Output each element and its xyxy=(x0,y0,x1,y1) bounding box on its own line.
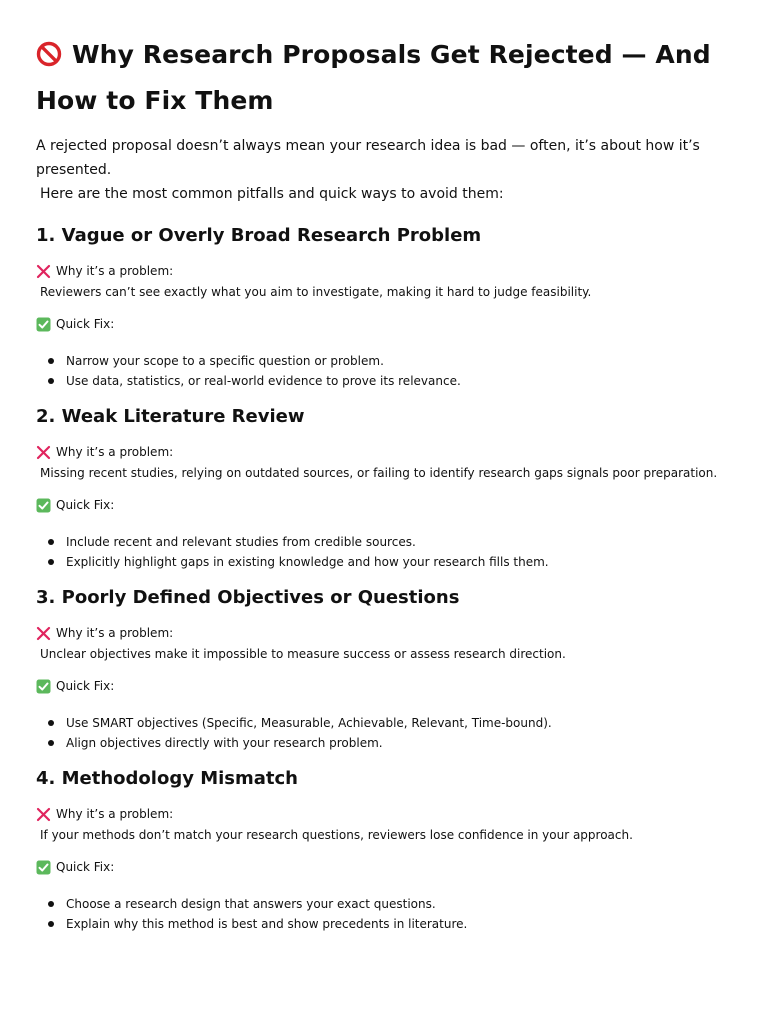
list-item xyxy=(36,914,732,934)
list-item xyxy=(36,351,732,371)
prohibited-icon xyxy=(36,38,62,80)
quick-fix-label: Quick Fix: xyxy=(56,317,115,331)
list-item xyxy=(36,894,732,914)
bullet-icon xyxy=(48,901,54,907)
page-title-text: Why Research Proposals Get Rejected — And How to Fix Them xyxy=(36,40,711,115)
problem-label-row xyxy=(36,805,732,823)
list-item-text: Explicitly highlight gaps in existing knowledge and how your research fills them. xyxy=(66,555,549,569)
list-item-text: Use SMART objectives (Specific, Measurable, Achievable, Relevant, Time-bound). xyxy=(66,716,552,730)
section-heading: 1. Vague or Overly Broad Research Problem xyxy=(36,225,482,246)
list-item xyxy=(36,371,732,391)
bullet-icon xyxy=(48,358,54,364)
quick-fix-label-row xyxy=(36,315,732,333)
problem-text: Missing recent studies, relying on outdated sources, or failing to identify research gaps signals poor preparation. xyxy=(40,466,718,480)
cross-mark-icon xyxy=(36,626,51,641)
cross-mark-icon xyxy=(36,807,51,822)
quick-fix-list xyxy=(36,713,732,753)
check-mark-button-icon xyxy=(36,679,51,694)
bullet-icon xyxy=(48,921,54,927)
intro-line-2: Here are the most common pitfalls and quick ways to avoid them: xyxy=(40,186,504,202)
check-mark-button-icon xyxy=(36,317,51,332)
section-3 xyxy=(36,586,732,753)
section-1 xyxy=(36,224,732,391)
bullet-icon xyxy=(48,720,54,726)
problem-text: Reviewers can’t see exactly what you aim to investigate, making it hard to judge feasibility. xyxy=(40,285,592,299)
list-item-text: Include recent and relevant studies from credible sources. xyxy=(66,535,416,549)
list-item xyxy=(36,733,732,753)
bullet-icon xyxy=(48,378,54,384)
list-item-text: Align objectives directly with your research problem. xyxy=(66,736,383,750)
section-heading: 3. Poorly Defined Objectives or Questions xyxy=(36,587,460,608)
list-item-text: Narrow your scope to a specific question or problem. xyxy=(66,354,384,368)
quick-fix-label-row xyxy=(36,496,732,514)
sections-container xyxy=(36,224,732,934)
list-item-text: Use data, statistics, or real-world evidence to prove its relevance. xyxy=(66,374,461,388)
check-mark-button-icon xyxy=(36,498,51,513)
problem-text: If your methods don’t match your research questions, reviewers lose confidence in your approach. xyxy=(40,828,633,842)
problem-label-row xyxy=(36,624,732,642)
bullet-icon xyxy=(48,559,54,565)
list-item xyxy=(36,532,732,552)
cross-mark-icon xyxy=(36,264,51,279)
quick-fix-label: Quick Fix: xyxy=(56,498,115,512)
check-mark-button-icon xyxy=(36,860,51,875)
section-heading: 2. Weak Literature Review xyxy=(36,406,305,427)
list-item-text: Explain why this method is best and show precedents in literature. xyxy=(66,917,468,931)
cross-mark-icon xyxy=(36,445,51,460)
bullet-icon xyxy=(48,740,54,746)
intro-line-1: A rejected proposal doesn’t always mean your research idea is bad — often, it’s about how it’s presented. xyxy=(36,138,700,178)
quick-fix-label-row xyxy=(36,677,732,695)
page-title xyxy=(36,34,732,122)
problem-text: Unclear objectives make it impossible to measure success or assess research direction. xyxy=(40,647,566,661)
section-2 xyxy=(36,405,732,572)
problem-label: Why it’s a problem: xyxy=(56,264,174,278)
list-item-text: Choose a research design that answers your exact questions. xyxy=(66,897,436,911)
problem-label-row xyxy=(36,443,732,461)
section-4 xyxy=(36,767,732,934)
quick-fix-label: Quick Fix: xyxy=(56,679,115,693)
quick-fix-list xyxy=(36,894,732,934)
section-heading: 4. Methodology Mismatch xyxy=(36,768,298,789)
bullet-icon xyxy=(48,539,54,545)
problem-label: Why it’s a problem: xyxy=(56,807,174,821)
list-item xyxy=(36,713,732,733)
quick-fix-label-row xyxy=(36,858,732,876)
intro xyxy=(36,134,732,206)
problem-label: Why it’s a problem: xyxy=(56,445,174,459)
list-item xyxy=(36,552,732,572)
problem-label-row xyxy=(36,262,732,280)
quick-fix-label: Quick Fix: xyxy=(56,860,115,874)
quick-fix-list xyxy=(36,532,732,572)
problem-label: Why it’s a problem: xyxy=(56,626,174,640)
quick-fix-list xyxy=(36,351,732,391)
